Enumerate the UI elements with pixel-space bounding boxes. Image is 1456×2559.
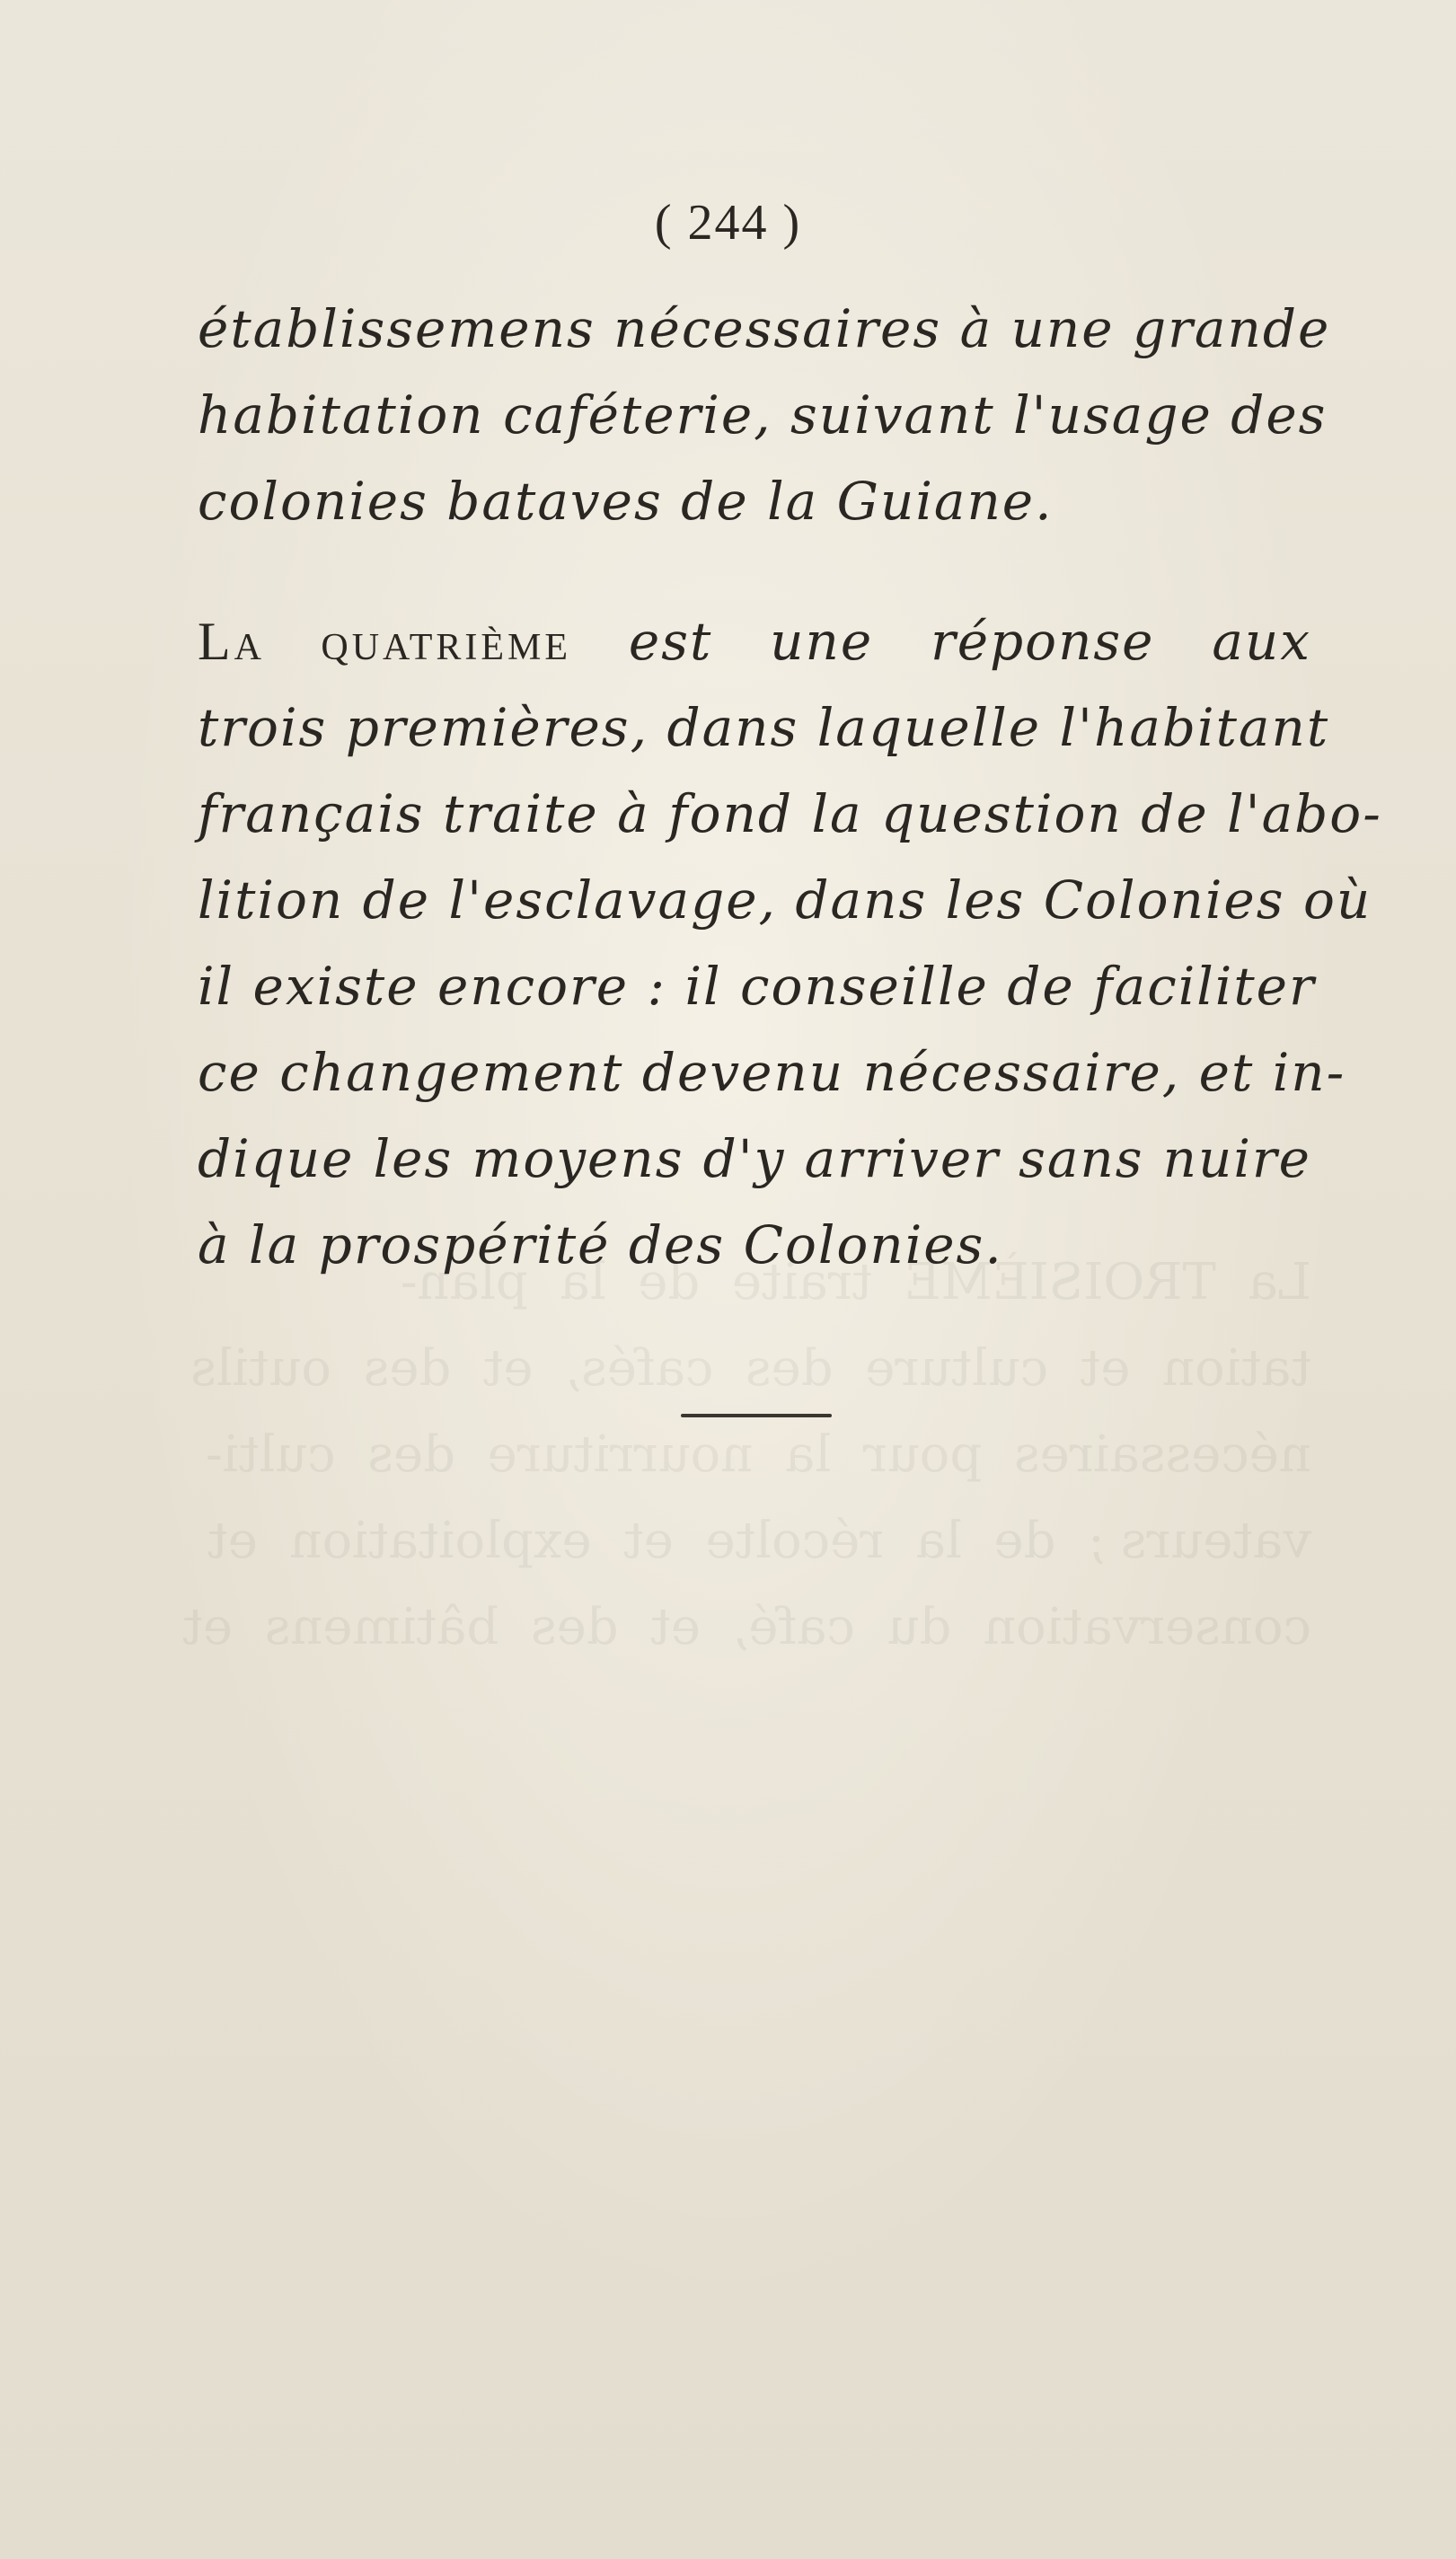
paragraph-opening-line bbox=[198, 598, 1311, 684]
page-number: ( 244 ) bbox=[654, 195, 802, 251]
body-text bbox=[198, 286, 1382, 1288]
text-line: ce changement devenu nécessaire, et in- bbox=[198, 1042, 1346, 1103]
text-line: français traite à fond la question de l'abo- bbox=[198, 783, 1382, 844]
show-through-texture: La TROISIÈME traite de la plan- tation et culture des cafés, et des outils nécessaires pour la nourriture des culti- vateurs ; de la récolte et exploitation et conservation du café, et des bâtimens et bbox=[182, 1253, 1311, 1656]
text-line: à la prospérité des Colonies. bbox=[198, 1214, 1003, 1275]
text-line: colonies bataves de la Guiane. bbox=[198, 471, 1054, 532]
paragraph-gap bbox=[198, 544, 1311, 598]
smallcaps-opening: La quatrième bbox=[198, 612, 572, 671]
end-rule bbox=[681, 1414, 832, 1417]
text-line: lition de l'esclavage, dans les Colonies où bbox=[198, 869, 1372, 931]
text-line: il existe encore : il conseille de faciliter bbox=[198, 956, 1316, 1017]
text-line: établissemens nécessaires à une grande bbox=[198, 298, 1331, 359]
opening-rest: est une réponse aux bbox=[628, 611, 1311, 672]
text-line: trois premières, dans laquelle l'habitant bbox=[198, 697, 1330, 758]
text-line: dique les moyens d'y arriver sans nuire bbox=[198, 1128, 1311, 1189]
text-line: habitation caféterie, suivant l'usage des bbox=[198, 384, 1328, 446]
